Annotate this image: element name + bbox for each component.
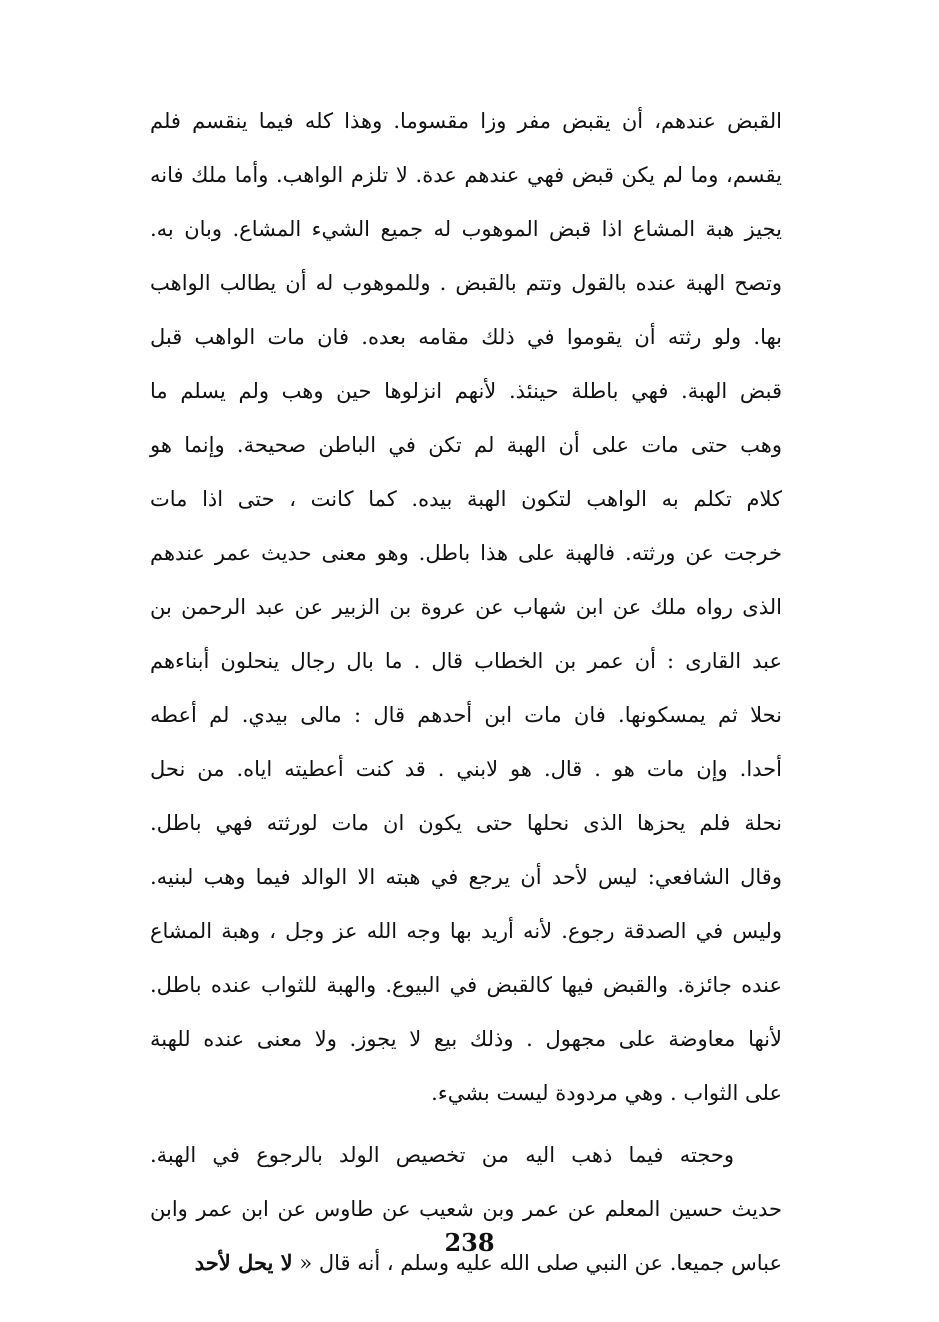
page-number: 238 — [444, 1228, 495, 1257]
text-line: كلام تكلم به الواهب لتكون الهبة بيده. كما كانت ، حتى اذا مات — [150, 487, 782, 511]
text-line: خرجت عن ورثته. فالهبة على هذا باطل. وهو معنى حديث عمر عندهم — [150, 541, 782, 565]
text-line: الذى رواه ملك عن ابن شهاب عن عروة بن الزبير عن عبد الرحمن بن — [150, 595, 782, 619]
text-line: نحلا ثم يمسكونها. فان مات ابن أحدهم قال : مالى بيدي. لم أعطه — [150, 703, 782, 727]
text-line: بها. ولو رثته أن يقوموا في ذلك مقامه بعده. فان مات الواهب قبل — [150, 325, 782, 349]
text-line: وهب حتى مات على أن الهبة لم تكن في الباطن صحيحة. وإنما هو — [150, 433, 782, 457]
text-line: يقسم، وما لم يكن قبض فهي عندهم عدة. لا تلزم الواهب. وأما ملك فانه — [150, 163, 782, 187]
bold-quote-start: لا يحل لأحد — [194, 1250, 293, 1275]
text-line: وتصح الهبة عنده بالقول وتتم بالقبض . وللموهوب له أن يطالب الواهب — [150, 271, 782, 295]
text-line: القبض عندهم، أن يقبض مفر وزا مقسوما. وهذا كله فيما ينقسم فلم — [150, 109, 782, 133]
text-line: على الثواب . وهي مردودة ليست بشيء. — [431, 1081, 782, 1105]
paragraph-gap — [150, 1120, 782, 1128]
text-line: وحجته فيما ذهب اليه من تخصيص الولد بالرجوع في الهبة. — [150, 1143, 734, 1167]
text-line: يجيز هبة المشاع اذا قبض الموهوب له جميع الشيء المشاع. وبان به. — [150, 217, 782, 241]
text-line: لأنها معاوضة على مجهول . وذلك بيع لا يجوز. ولا معنى عنده للهبة — [150, 1027, 782, 1051]
text-line: عنده جائزة. والقبض فيها كالقبض في البيوع. والهبة للثواب عنده باطل. — [150, 973, 782, 997]
text-line: حديث حسين المعلم عن عمر وبن شعيب عن طاوس عن ابن عمر وابن — [150, 1197, 782, 1221]
body-text — [150, 94, 782, 1290]
text-line: وليس في الصدقة رجوع. لأنه أريد بها وجه الله عز وجل ، وهبة المشاع — [150, 919, 782, 943]
text-line: عبد القارى : أن عمر بن الخطاب قال . ما بال رجال ينحلون أبناءهم — [150, 649, 782, 673]
text-line: وقال الشافعي: ليس لأحد أن يرجع في هبته الا الوالد فيما وهب لبنيه. — [150, 865, 782, 889]
text-line: أحدا. وإن مات هو . قال. هو لابني . قد كنت أعطيته اياه. من نحل — [150, 757, 782, 781]
text-line: نحلة فلم يحزها الذى نحلها حتى يكون ان مات لورثته فهي باطل. — [150, 811, 782, 835]
paragraph-2 — [150, 1128, 782, 1290]
paragraph-1 — [150, 94, 782, 1120]
line-text: عباس جميعا. عن النبي صلى الله عليه وسلم ، أنه قال « — [299, 1251, 782, 1275]
text-line: قبض الهبة. فهي باطلة حينئذ. لأنهم انزلوها حين وهب ولم يسلم ما — [150, 379, 782, 403]
